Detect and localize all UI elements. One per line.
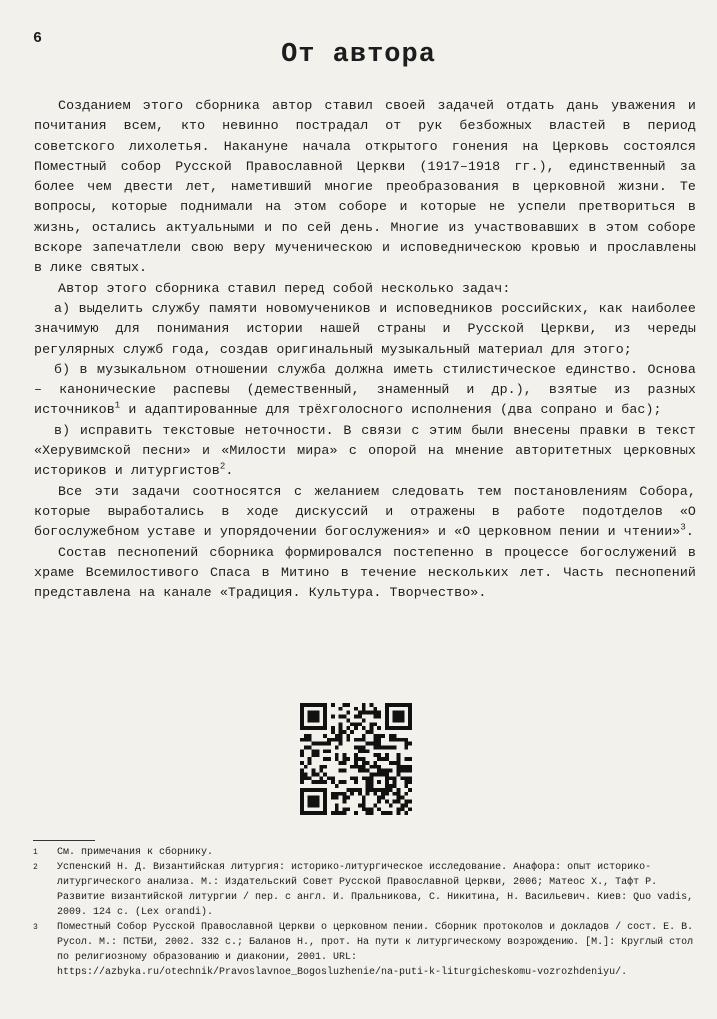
task-item-c xyxy=(34,421,696,482)
footnote-2 xyxy=(33,860,699,920)
footnote-ref-1[interactable]: 1 xyxy=(114,401,121,412)
page-title: От автора xyxy=(281,40,436,70)
paragraph-sobor xyxy=(34,482,696,543)
task-item-b-text: б) в музыкальном отношении служба должна иметь стилистическое единство. Основа – канонические распевы (демественный, знаменный и др.), взятые из разных источников xyxy=(34,361,696,418)
task-item-b-rest: и адаптированные для трёхголосного исполнения (два сопрано и бас); xyxy=(120,402,662,418)
footnote-3 xyxy=(33,920,699,980)
footnote-number: 3 xyxy=(33,923,38,932)
footnotes xyxy=(33,845,699,980)
footnote-text: См. примечания к сборнику. xyxy=(57,847,214,858)
footnote-text: Успенский Н. Д. Византийская литургия: историко-литургическое исследование. Анафора: опыт историко-литургического анализа. М.: Издательский Совет Русской Православной Церкви, 2006; Матеос Х., Тафт Р. Развитие византийской литургии / пер. с англ. И. Пральникова, С. Никитина, Н. Васильевич. Киев: Quo vadis, 2009. 124 с. (Lex orandi). xyxy=(57,862,694,918)
paragraph-tasks-intro: Автор этого сборника ставил перед собой несколько задач: xyxy=(58,280,511,296)
footnote-number: 1 xyxy=(33,848,38,857)
footnote-number: 2 xyxy=(33,863,38,872)
footnote-ref-3[interactable]: 3 xyxy=(680,522,686,533)
body-text xyxy=(34,96,696,603)
footnote-1 xyxy=(33,845,699,860)
footnote-ref-2[interactable]: 2 xyxy=(219,461,226,472)
task-item-c-rest: . xyxy=(225,463,234,479)
page-number: 6 xyxy=(33,30,43,47)
paragraph-sobor-rest: . xyxy=(685,524,694,540)
task-item-b xyxy=(34,360,696,421)
qr-code-icon[interactable] xyxy=(300,703,412,815)
task-item-c-text: в) исправить текстовые неточности. В связи с этим были внесены правки в текст «Херувимской песни» и «Милости мира» с опорой на мнение авторитетных церковных историков и литургистов xyxy=(34,422,696,479)
task-item-a: а) выделить службу памяти новомучеников и исповедников российских, как наиболее значимую для понимания истории нашей страны и Русской Церкви, из череды регулярных служб года, создав оригинальный музыкальный материал для этого; xyxy=(34,300,696,357)
paragraph-sobor-text: Все эти задачи соотносятся с желанием следовать тем постановлениям Собора, которые выработались в ходе дискуссий и отражены в работе подотделов «О богослужебном уставе и упорядочении богослужения» и «О церковном пении и чтении» xyxy=(34,483,696,540)
footnote-divider xyxy=(33,840,95,841)
footnote-text: Поместный Собор Русской Православной Церкви о церковном пении. Сборник протоколов и докладов / сост. Е. В. Русол. М.: ПСТБИ, 2002. 332 с.; Баланов Н., прот. На пути к литургическому возрождению. [М.]: Круглый стол по религиозному образованию и диаконии, 2001. URL: https://azbyka.ru/otechnik/Pravoslavnoe_Bogosluzhenie/na-puti-k-liturgicheskomu-vozrozhdeniyu/. xyxy=(57,922,694,978)
paragraph-composition: Состав песнопений сборника формировался постепенно в процессе богослужений в храме Всемилостивого Спаса в Митино в течение нескольких лет. Часть песнопений представлена на канале «Традиция. Культура. Творчество». xyxy=(34,544,696,601)
paragraph-intro: Созданием этого сборника автор ставил своей задачей отдать дань уважения и почитания всем, кто невинно пострадал от рук безбожных властей в период советского лихолетья. Накануне начала открытого гонения на Церковь состоялся Поместный собор Русской Православной Церкви (1917–1918 гг.), единственный за более чем двести лет, наметивший многие преобразования в церковной жизни. Те вопросы, которые поднимали на этом соборе и которые не успели претвориться в жизнь, остались актуальными и по сей день. Многие из участвовавших в этом соборе вскоре запечатлели свою веру мученическою и исповедническою кровью и прославлены в лике святых. xyxy=(34,98,696,276)
